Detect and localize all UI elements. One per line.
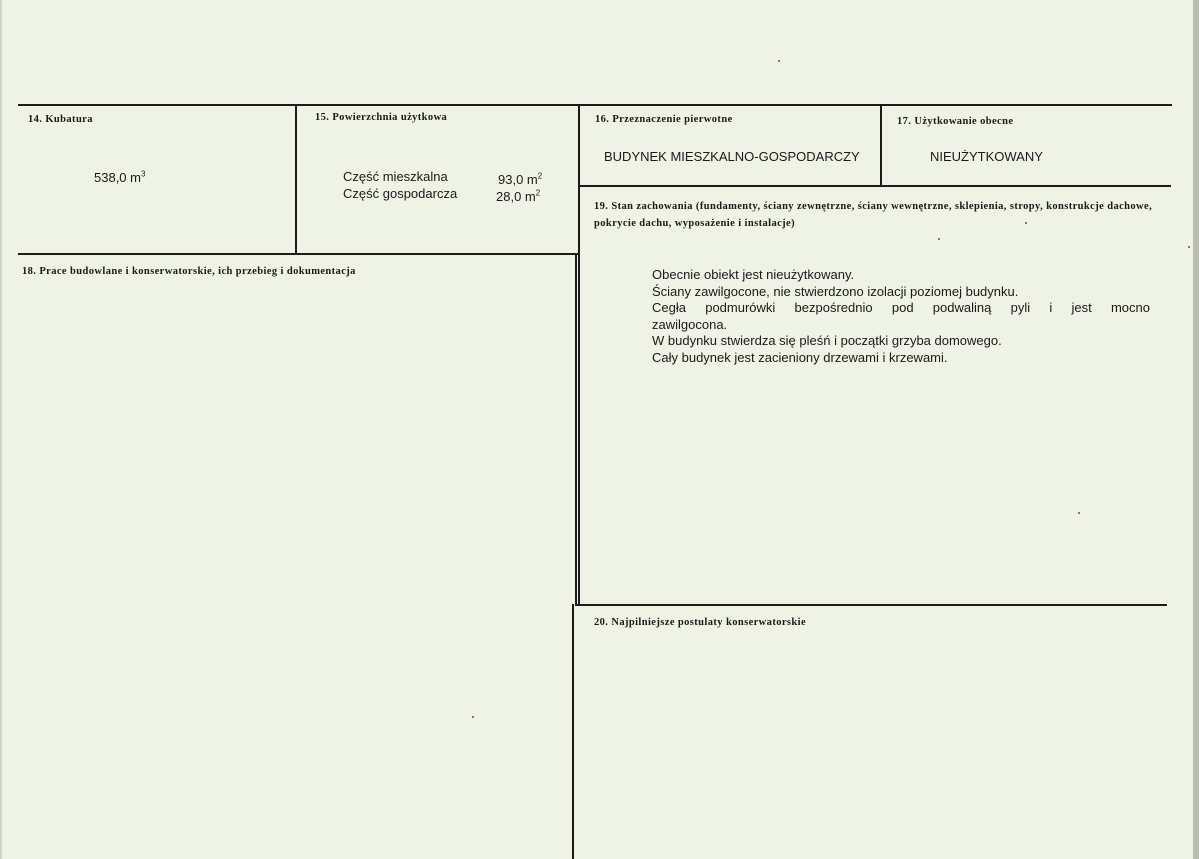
divider-left-right-mid [575, 254, 577, 605]
area-utility-sup: 2 [535, 188, 541, 198]
condition-line: Ściany zawilgocone, nie stwierdzono izolacji poziomej budynku. [652, 283, 1019, 299]
condition-line: zawilgocona. [652, 316, 728, 332]
area-utility-number: 28,0 m [496, 189, 536, 204]
divider-16-17 [880, 105, 882, 186]
page-edge-left [0, 0, 2, 859]
page-edge-right [1193, 0, 1199, 859]
rule-under-16-17 [579, 185, 1171, 187]
field-20-label: 20. Najpilniejsze postulaty konserwatorskie [594, 617, 807, 628]
area-residential-name: Część mieszkalna [343, 169, 448, 184]
condition-line: Cegła podmurówki bezpośrednio pod podwaliną pyli i jest mocno [652, 300, 1150, 315]
scan-speck [778, 60, 780, 62]
field-19-label: 19. Stan zachowania (fundamenty, ściany zewnętrzne, ściany wewnętrzne, sklepienia, stropy, konstrukcje dachowe, pokrycie dachu, wyposażenie i instalacje) [594, 201, 1153, 229]
field-15-label: 15. Powierzchnia użytkowa [315, 112, 448, 123]
scan-speck [938, 238, 940, 240]
field-14-label: 14. Kubatura [28, 114, 93, 125]
condition-line: Cały budynek jest zacieniony drzewami i krzewami. [652, 349, 948, 365]
condition-line: W budynku stwierdza się pleśń i początki grzyba domowego. [652, 333, 1002, 348]
field-16-label: 16. Przeznaczenie pierwotne [595, 114, 733, 125]
field-19-text [652, 267, 1150, 366]
divider-left-right-lower [572, 604, 574, 859]
scan-speck [1025, 222, 1027, 224]
area-utility-name: Część gospodarcza [343, 186, 458, 201]
field-16-value: BUDYNEK MIESZKALNO-GOSPODARCZY [604, 149, 860, 164]
condition-line: Obecnie obiekt jest nieużytkowany. [652, 267, 855, 282]
scan-speck [1078, 512, 1080, 514]
rule-under-14-15 [18, 253, 580, 255]
field-17-label: 17. Użytkowanie obecne [897, 116, 1014, 127]
scan-speck [1188, 246, 1190, 248]
top-rule [18, 104, 1172, 106]
area-residential-sup: 2 [537, 171, 543, 181]
volume-unit-sup: 3 [140, 169, 146, 179]
area-residential-value [498, 172, 542, 187]
scan-speck [472, 716, 474, 718]
area-utility-value [496, 189, 540, 204]
field-14-value [94, 170, 145, 185]
volume-value: 538,0 m [94, 170, 141, 185]
divider-14-15 [295, 105, 297, 254]
field-17-value: NIEUŻYTKOWANY [930, 149, 1043, 164]
rule-above-20 [575, 604, 1167, 606]
area-residential-number: 93,0 m [498, 172, 538, 187]
divider-left-right [578, 105, 580, 605]
field-18-label: 18. Prace budowlane i konserwatorskie, ich przebieg i dokumentacja [22, 266, 356, 277]
